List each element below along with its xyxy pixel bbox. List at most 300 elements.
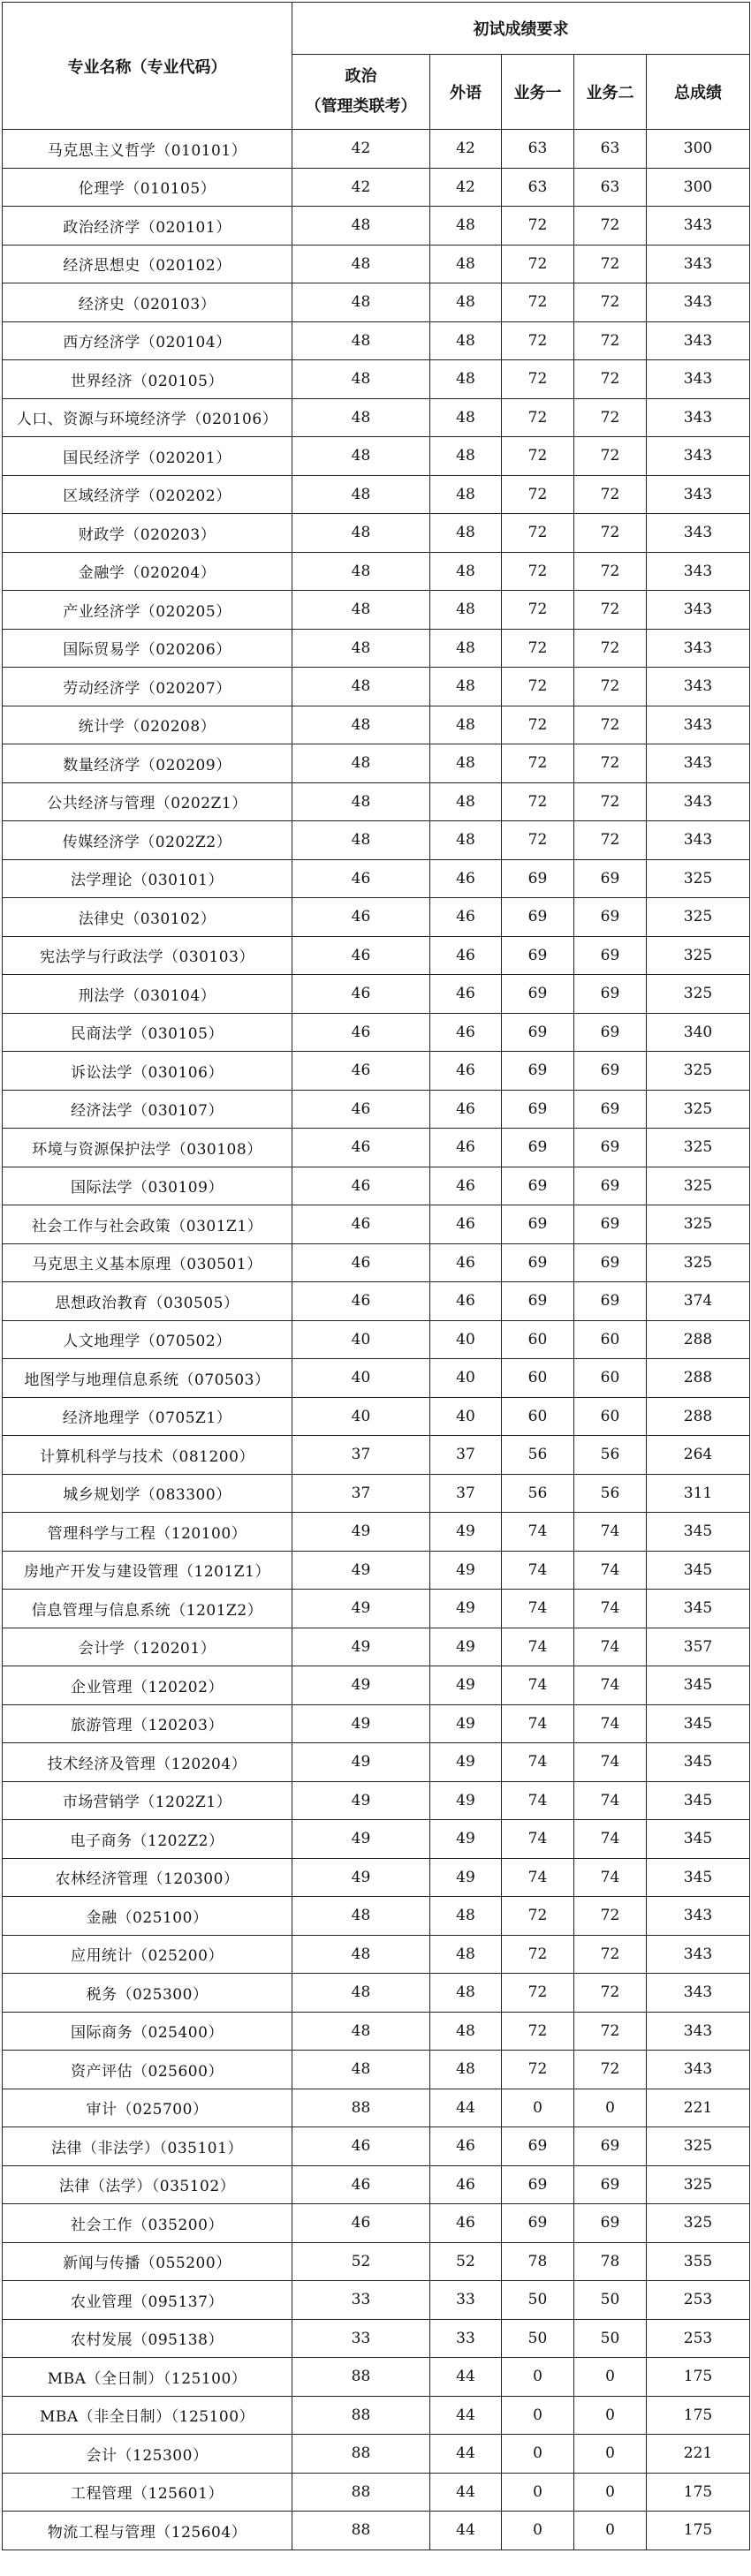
politics-score-cell: 46 <box>292 2165 430 2204</box>
politics-score-cell: 48 <box>292 1897 430 1936</box>
total-score-cell: 343 <box>647 1935 750 1974</box>
total-score-cell: 288 <box>647 1397 750 1436</box>
subject1-score-cell: 74 <box>502 1590 574 1628</box>
table-row <box>3 398 750 437</box>
major-name-cell: 国际商务（025400） <box>3 2012 292 2051</box>
subject2-score-cell: 72 <box>574 1974 647 2013</box>
foreign-score-cell: 49 <box>430 1590 502 1628</box>
major-name-cell: 地图学与地理信息系统（070503） <box>3 1359 292 1398</box>
table-row <box>3 2089 750 2127</box>
subject1-score-cell: 74 <box>502 1513 574 1552</box>
table-row <box>3 2512 750 2550</box>
major-name-cell: 法律（法学）（035102） <box>3 2165 292 2204</box>
foreign-score-cell: 49 <box>430 1628 502 1666</box>
politics-score-cell: 48 <box>292 207 430 246</box>
subject2-score-cell: 72 <box>574 629 647 668</box>
foreign-score-cell: 46 <box>430 1282 502 1321</box>
major-name-cell: MBA（非全日制）（125100） <box>3 2396 292 2435</box>
subject2-score-cell: 72 <box>574 437 647 476</box>
total-score-cell: 325 <box>647 859 750 898</box>
foreign-score-cell: 46 <box>430 1129 502 1167</box>
table-row <box>3 1359 750 1398</box>
header-row-top <box>3 3 750 55</box>
major-name-cell: 国际贸易学（020206） <box>3 629 292 668</box>
subject1-score-cell: 69 <box>502 859 574 898</box>
table-row <box>3 514 750 553</box>
table-row <box>3 1590 750 1628</box>
subject1-score-cell: 0 <box>502 2396 574 2435</box>
politics-header-line2: （管理类联考） <box>305 97 417 116</box>
politics-score-cell: 46 <box>292 1167 430 1205</box>
subject1-score-cell: 50 <box>502 2281 574 2320</box>
table-row <box>3 552 750 591</box>
major-name-cell: 电子商务（1202Z2） <box>3 1820 292 1859</box>
table-row <box>3 1974 750 2013</box>
politics-score-cell: 37 <box>292 1474 430 1513</box>
politics-score-cell: 40 <box>292 1359 430 1398</box>
subject2-score-cell: 69 <box>574 1167 647 1205</box>
foreign-score-cell: 48 <box>430 629 502 668</box>
major-name-cell: 计算机科学与技术（081200） <box>3 1436 292 1475</box>
subject1-score-cell: 69 <box>502 975 574 1014</box>
politics-score-cell: 49 <box>292 1704 430 1743</box>
foreign-score-cell: 48 <box>430 245 502 283</box>
subject2-score-cell: 72 <box>574 668 647 706</box>
politics-score-cell: 49 <box>292 1820 430 1859</box>
subject1-score-cell: 72 <box>502 437 574 476</box>
table-row <box>3 898 750 937</box>
requirements-group-header: 初试成绩要求 <box>292 3 750 55</box>
subject2-score-cell: 72 <box>574 207 647 246</box>
major-name-cell: 马克思主义哲学（010101） <box>3 130 292 169</box>
total-score-cell: 345 <box>647 1666 750 1705</box>
subject1-score-cell: 74 <box>502 1628 574 1666</box>
subject1-score-cell: 74 <box>502 1820 574 1859</box>
foreign-score-cell: 44 <box>430 2396 502 2435</box>
subject1-score-cell: 69 <box>502 898 574 937</box>
subject1-score-cell: 60 <box>502 1397 574 1436</box>
table-row <box>3 2281 750 2320</box>
total-score-cell: 343 <box>647 1974 750 2013</box>
total-score-cell: 325 <box>647 1205 750 1244</box>
major-name-cell: 民商法学（030105） <box>3 1013 292 1052</box>
total-score-cell: 221 <box>647 2435 750 2474</box>
subject2-score-cell: 72 <box>574 744 647 783</box>
total-score-cell: 345 <box>647 1513 750 1552</box>
major-name-cell: 法律（非法学）（035101） <box>3 2127 292 2166</box>
total-score-cell: 325 <box>647 1243 750 1282</box>
politics-score-cell: 46 <box>292 2204 430 2243</box>
politics-score-cell: 46 <box>292 1090 430 1129</box>
politics-score-cell: 88 <box>292 2512 430 2550</box>
foreign-score-cell: 48 <box>430 744 502 783</box>
foreign-score-cell: 48 <box>430 668 502 706</box>
politics-score-cell: 46 <box>292 1052 430 1091</box>
foreign-score-cell: 48 <box>430 782 502 821</box>
politics-score-cell: 46 <box>292 975 430 1014</box>
total-score-cell: 343 <box>647 245 750 283</box>
subject2-score-cell: 69 <box>574 975 647 1014</box>
subject2-score-cell: 74 <box>574 1513 647 1552</box>
total-score-cell: 343 <box>647 591 750 630</box>
major-name-cell: 工程管理（125601） <box>3 2473 292 2512</box>
foreign-score-cell: 48 <box>430 552 502 591</box>
major-name-cell: 诉讼法学（030106） <box>3 1052 292 1091</box>
subject2-score-cell: 0 <box>574 2358 647 2397</box>
subject2-score-cell: 69 <box>574 1090 647 1129</box>
table-row <box>3 2012 750 2051</box>
major-name-cell: 经济法学（030107） <box>3 1090 292 1129</box>
total-score-cell: 343 <box>647 782 750 821</box>
major-name-cell: MBA（全日制）（125100） <box>3 2358 292 2397</box>
total-score-cell: 345 <box>647 1820 750 1859</box>
subject2-score-cell: 60 <box>574 1359 647 1398</box>
total-score-cell: 325 <box>647 1052 750 1091</box>
major-name-cell: 农业管理（095137） <box>3 2281 292 2320</box>
major-name-cell: 法学理论（030101） <box>3 859 292 898</box>
total-score-cell: 325 <box>647 975 750 1014</box>
major-name-cell: 人口、资源与环境经济学（020106） <box>3 398 292 437</box>
major-name-cell: 资产评估（025600） <box>3 2051 292 2089</box>
total-score-cell: 343 <box>647 283 750 322</box>
foreign-score-cell: 44 <box>430 2358 502 2397</box>
major-name-cell: 公共经济与管理（0202Z1） <box>3 782 292 821</box>
politics-score-cell: 48 <box>292 629 430 668</box>
subject1-score-cell: 69 <box>502 1052 574 1091</box>
table-row <box>3 1551 750 1590</box>
subject2-score-cell: 69 <box>574 1205 647 1244</box>
subject2-score-cell: 0 <box>574 2473 647 2512</box>
foreign-score-cell: 48 <box>430 514 502 553</box>
subject1-score-cell: 69 <box>502 1129 574 1167</box>
politics-score-cell: 46 <box>292 1205 430 1244</box>
foreign-score-cell: 48 <box>430 1897 502 1936</box>
foreign-score-cell: 46 <box>430 2165 502 2204</box>
subject1-score-cell: 72 <box>502 706 574 744</box>
table-row <box>3 321 750 360</box>
table-row <box>3 744 750 783</box>
total-score-cell: 343 <box>647 668 750 706</box>
subject1-score-cell: 74 <box>502 1781 574 1820</box>
subject1-score-cell: 74 <box>502 1666 574 1705</box>
subject1-score-cell: 72 <box>502 2012 574 2051</box>
foreign-score-cell: 48 <box>430 398 502 437</box>
major-name-cell: 人文地理学（070502） <box>3 1320 292 1359</box>
subject1-score-cell: 72 <box>502 207 574 246</box>
major-name-cell: 经济史（020103） <box>3 283 292 322</box>
subject1-score-cell: 0 <box>502 2473 574 2512</box>
foreign-score-cell: 48 <box>430 207 502 246</box>
foreign-score-cell: 37 <box>430 1436 502 1475</box>
subject2-score-cell: 69 <box>574 1243 647 1282</box>
subject1-score-cell: 56 <box>502 1436 574 1475</box>
subject2-score-cell: 72 <box>574 782 647 821</box>
subject2-score-cell: 72 <box>574 475 647 514</box>
major-name-cell: 环境与资源保护法学（030108） <box>3 1129 292 1167</box>
major-name-cell: 国际法学（030109） <box>3 1167 292 1205</box>
major-name-cell: 国民经济学（020201） <box>3 437 292 476</box>
table-row <box>3 706 750 744</box>
foreign-score-cell: 40 <box>430 1397 502 1436</box>
foreign-score-cell: 44 <box>430 2473 502 2512</box>
table-row <box>3 437 750 476</box>
major-name-cell: 宪法学与行政法学（030103） <box>3 936 292 975</box>
politics-score-cell: 48 <box>292 668 430 706</box>
subject2-score-cell: 72 <box>574 821 647 860</box>
politics-score-cell: 48 <box>292 821 430 860</box>
foreign-score-cell: 42 <box>430 168 502 207</box>
table-row <box>3 1666 750 1705</box>
table-row <box>3 2051 750 2089</box>
major-name-cell: 市场营销学（1202Z1） <box>3 1781 292 1820</box>
subject1-score-cell: 63 <box>502 168 574 207</box>
subject2-score-cell: 72 <box>574 245 647 283</box>
subject2-score-cell: 72 <box>574 1935 647 1974</box>
table-row <box>3 2319 750 2358</box>
subject1-score-cell: 72 <box>502 1935 574 1974</box>
total-score-cell: 253 <box>647 2281 750 2320</box>
politics-score-cell: 48 <box>292 1974 430 2013</box>
foreign-score-cell: 49 <box>430 1666 502 1705</box>
total-score-cell: 325 <box>647 1167 750 1205</box>
politics-score-cell: 49 <box>292 1590 430 1628</box>
major-name-cell: 技术经济及管理（120204） <box>3 1743 292 1782</box>
subject2-score-cell: 63 <box>574 168 647 207</box>
subject2-score-cell: 72 <box>574 2051 647 2089</box>
table-row <box>3 1935 750 1974</box>
foreign-score-cell: 40 <box>430 1320 502 1359</box>
politics-score-cell: 46 <box>292 1129 430 1167</box>
subject2-score-cell: 69 <box>574 2127 647 2166</box>
major-name-cell: 传媒经济学（0202Z2） <box>3 821 292 860</box>
total-score-cell: 343 <box>647 552 750 591</box>
foreign-score-cell: 46 <box>430 898 502 937</box>
foreign-column-header: 外语 <box>430 55 502 130</box>
foreign-score-cell: 42 <box>430 130 502 169</box>
politics-score-cell: 49 <box>292 1743 430 1782</box>
subject1-score-cell: 0 <box>502 2089 574 2127</box>
table-row <box>3 1282 750 1321</box>
politics-score-cell: 48 <box>292 706 430 744</box>
foreign-score-cell: 52 <box>430 2242 502 2281</box>
politics-score-cell: 48 <box>292 2012 430 2051</box>
subject2-score-cell: 74 <box>574 1704 647 1743</box>
foreign-score-cell: 46 <box>430 2127 502 2166</box>
foreign-score-cell: 49 <box>430 1858 502 1897</box>
table-row <box>3 475 750 514</box>
total-score-cell: 264 <box>647 1436 750 1475</box>
subject2-score-cell: 60 <box>574 1397 647 1436</box>
foreign-score-cell: 48 <box>430 591 502 630</box>
foreign-score-cell: 46 <box>430 936 502 975</box>
subject1-score-cell: 69 <box>502 1167 574 1205</box>
subject1-score-cell: 50 <box>502 2319 574 2358</box>
subject1-score-cell: 72 <box>502 475 574 514</box>
table-row <box>3 1897 750 1936</box>
politics-score-cell: 46 <box>292 2127 430 2166</box>
subject2-score-cell: 72 <box>574 514 647 553</box>
table-row <box>3 936 750 975</box>
table-row <box>3 1474 750 1513</box>
total-score-cell: 345 <box>647 1551 750 1590</box>
subject1-score-cell: 74 <box>502 1858 574 1897</box>
politics-score-cell: 37 <box>292 1436 430 1475</box>
major-name-cell: 世界经济（020105） <box>3 360 292 399</box>
foreign-score-cell: 48 <box>430 321 502 360</box>
politics-score-cell: 48 <box>292 321 430 360</box>
subject1-score-cell: 72 <box>502 321 574 360</box>
table-row <box>3 1436 750 1475</box>
table-row <box>3 245 750 283</box>
politics-score-cell: 49 <box>292 1781 430 1820</box>
subject2-score-cell: 72 <box>574 591 647 630</box>
subject1-score-cell: 63 <box>502 130 574 169</box>
politics-score-cell: 49 <box>292 1666 430 1705</box>
table-row <box>3 1013 750 1052</box>
subject1-score-cell: 0 <box>502 2512 574 2550</box>
total-score-cell: 340 <box>647 1013 750 1052</box>
foreign-score-cell: 44 <box>430 2089 502 2127</box>
subject2-score-cell: 0 <box>574 2435 647 2474</box>
major-name-cell: 管理科学与工程（120100） <box>3 1513 292 1552</box>
foreign-score-cell: 44 <box>430 2512 502 2550</box>
table-row <box>3 629 750 668</box>
foreign-score-cell: 48 <box>430 437 502 476</box>
table-row <box>3 1090 750 1129</box>
total-score-cell: 343 <box>647 398 750 437</box>
subject2-score-cell: 69 <box>574 1013 647 1052</box>
total-score-cell: 374 <box>647 1282 750 1321</box>
total-score-cell: 343 <box>647 2051 750 2089</box>
major-name-cell: 会计学（120201） <box>3 1628 292 1666</box>
foreign-score-cell: 49 <box>430 1513 502 1552</box>
subject2-score-cell: 69 <box>574 1129 647 1167</box>
total-score-cell: 343 <box>647 360 750 399</box>
foreign-score-cell: 48 <box>430 283 502 322</box>
subject1-score-cell: 69 <box>502 936 574 975</box>
table-row <box>3 2165 750 2204</box>
subject1-score-cell: 72 <box>502 821 574 860</box>
foreign-score-cell: 49 <box>430 1551 502 1590</box>
foreign-score-cell: 48 <box>430 706 502 744</box>
politics-score-cell: 48 <box>292 2051 430 2089</box>
politics-score-cell: 40 <box>292 1397 430 1436</box>
major-name-cell: 政治经济学（020101） <box>3 207 292 246</box>
politics-score-cell: 33 <box>292 2281 430 2320</box>
total-score-cell: 325 <box>647 2127 750 2166</box>
foreign-score-cell: 48 <box>430 2051 502 2089</box>
major-name-cell: 农林经济管理（120300） <box>3 1858 292 1897</box>
major-name-cell: 物流工程与管理（125604） <box>3 2512 292 2550</box>
politics-score-cell: 46 <box>292 1013 430 1052</box>
table-row <box>3 2127 750 2166</box>
major-name-cell: 城乡规划学（083300） <box>3 1474 292 1513</box>
politics-score-cell: 48 <box>292 782 430 821</box>
subject2-score-cell: 74 <box>574 1858 647 1897</box>
subject1-score-cell: 72 <box>502 283 574 322</box>
subject1-score-cell: 72 <box>502 2051 574 2089</box>
total-score-cell: 345 <box>647 1781 750 1820</box>
table-row <box>3 1628 750 1666</box>
total-score-cell: 253 <box>647 2319 750 2358</box>
subject2-score-cell: 74 <box>574 1666 647 1705</box>
total-score-cell: 221 <box>647 2089 750 2127</box>
subject2-score-cell: 72 <box>574 2012 647 2051</box>
total-score-cell: 343 <box>647 437 750 476</box>
table-row <box>3 130 750 169</box>
total-score-cell: 343 <box>647 744 750 783</box>
politics-score-cell: 48 <box>292 475 430 514</box>
major-name-cell: 农村发展（095138） <box>3 2319 292 2358</box>
foreign-score-cell: 46 <box>430 1167 502 1205</box>
table-row <box>3 207 750 246</box>
subject2-score-cell: 69 <box>574 2165 647 2204</box>
foreign-score-cell: 49 <box>430 1743 502 1782</box>
subject1-score-cell: 74 <box>502 1551 574 1590</box>
foreign-score-cell: 48 <box>430 2012 502 2051</box>
foreign-score-cell: 40 <box>430 1359 502 1398</box>
total-score-cell: 300 <box>647 168 750 207</box>
politics-score-cell: 88 <box>292 2435 430 2474</box>
table-row <box>3 859 750 898</box>
total-score-cell: 288 <box>647 1359 750 1398</box>
table-row <box>3 1820 750 1859</box>
total-score-cell: 175 <box>647 2396 750 2435</box>
politics-score-cell: 88 <box>292 2089 430 2127</box>
subject2-score-cell: 69 <box>574 898 647 937</box>
subject2-score-cell: 74 <box>574 1781 647 1820</box>
subject2-score-cell: 69 <box>574 1052 647 1091</box>
foreign-score-cell: 44 <box>430 2435 502 2474</box>
total-score-cell: 175 <box>647 2512 750 2550</box>
subject2-score-cell: 0 <box>574 2512 647 2550</box>
total-score-cell: 300 <box>647 130 750 169</box>
foreign-score-cell: 33 <box>430 2281 502 2320</box>
foreign-score-cell: 48 <box>430 1974 502 2013</box>
total-score-cell: 325 <box>647 2165 750 2204</box>
subject1-score-cell: 72 <box>502 360 574 399</box>
major-name-cell: 劳动经济学（020207） <box>3 668 292 706</box>
total-score-cell: 357 <box>647 1628 750 1666</box>
table-row <box>3 2435 750 2474</box>
subject1-score-cell: 0 <box>502 2435 574 2474</box>
total-score-cell: 345 <box>647 1704 750 1743</box>
foreign-score-cell: 46 <box>430 1013 502 1052</box>
subject2-score-cell: 69 <box>574 1282 647 1321</box>
table-row <box>3 360 750 399</box>
table-row <box>3 1320 750 1359</box>
subject2-score-cell: 72 <box>574 321 647 360</box>
table-row <box>3 975 750 1014</box>
table-row <box>3 1205 750 1244</box>
foreign-score-cell: 49 <box>430 1704 502 1743</box>
subject1-score-cell: 72 <box>502 591 574 630</box>
table-row <box>3 2473 750 2512</box>
major-name-cell: 西方经济学（020104） <box>3 321 292 360</box>
subject2-score-cell: 74 <box>574 1743 647 1782</box>
politics-score-cell: 46 <box>292 1243 430 1282</box>
total-score-cell: 343 <box>647 821 750 860</box>
table-body <box>3 130 750 2550</box>
major-name-cell: 经济思想史（020102） <box>3 245 292 283</box>
subject2-score-cell: 56 <box>574 1474 647 1513</box>
politics-score-cell: 42 <box>292 130 430 169</box>
total-score-cell: 345 <box>647 1743 750 1782</box>
politics-score-cell: 48 <box>292 1935 430 1974</box>
total-score-cell: 343 <box>647 706 750 744</box>
subject2-score-cell: 74 <box>574 1590 647 1628</box>
politics-score-cell: 48 <box>292 437 430 476</box>
